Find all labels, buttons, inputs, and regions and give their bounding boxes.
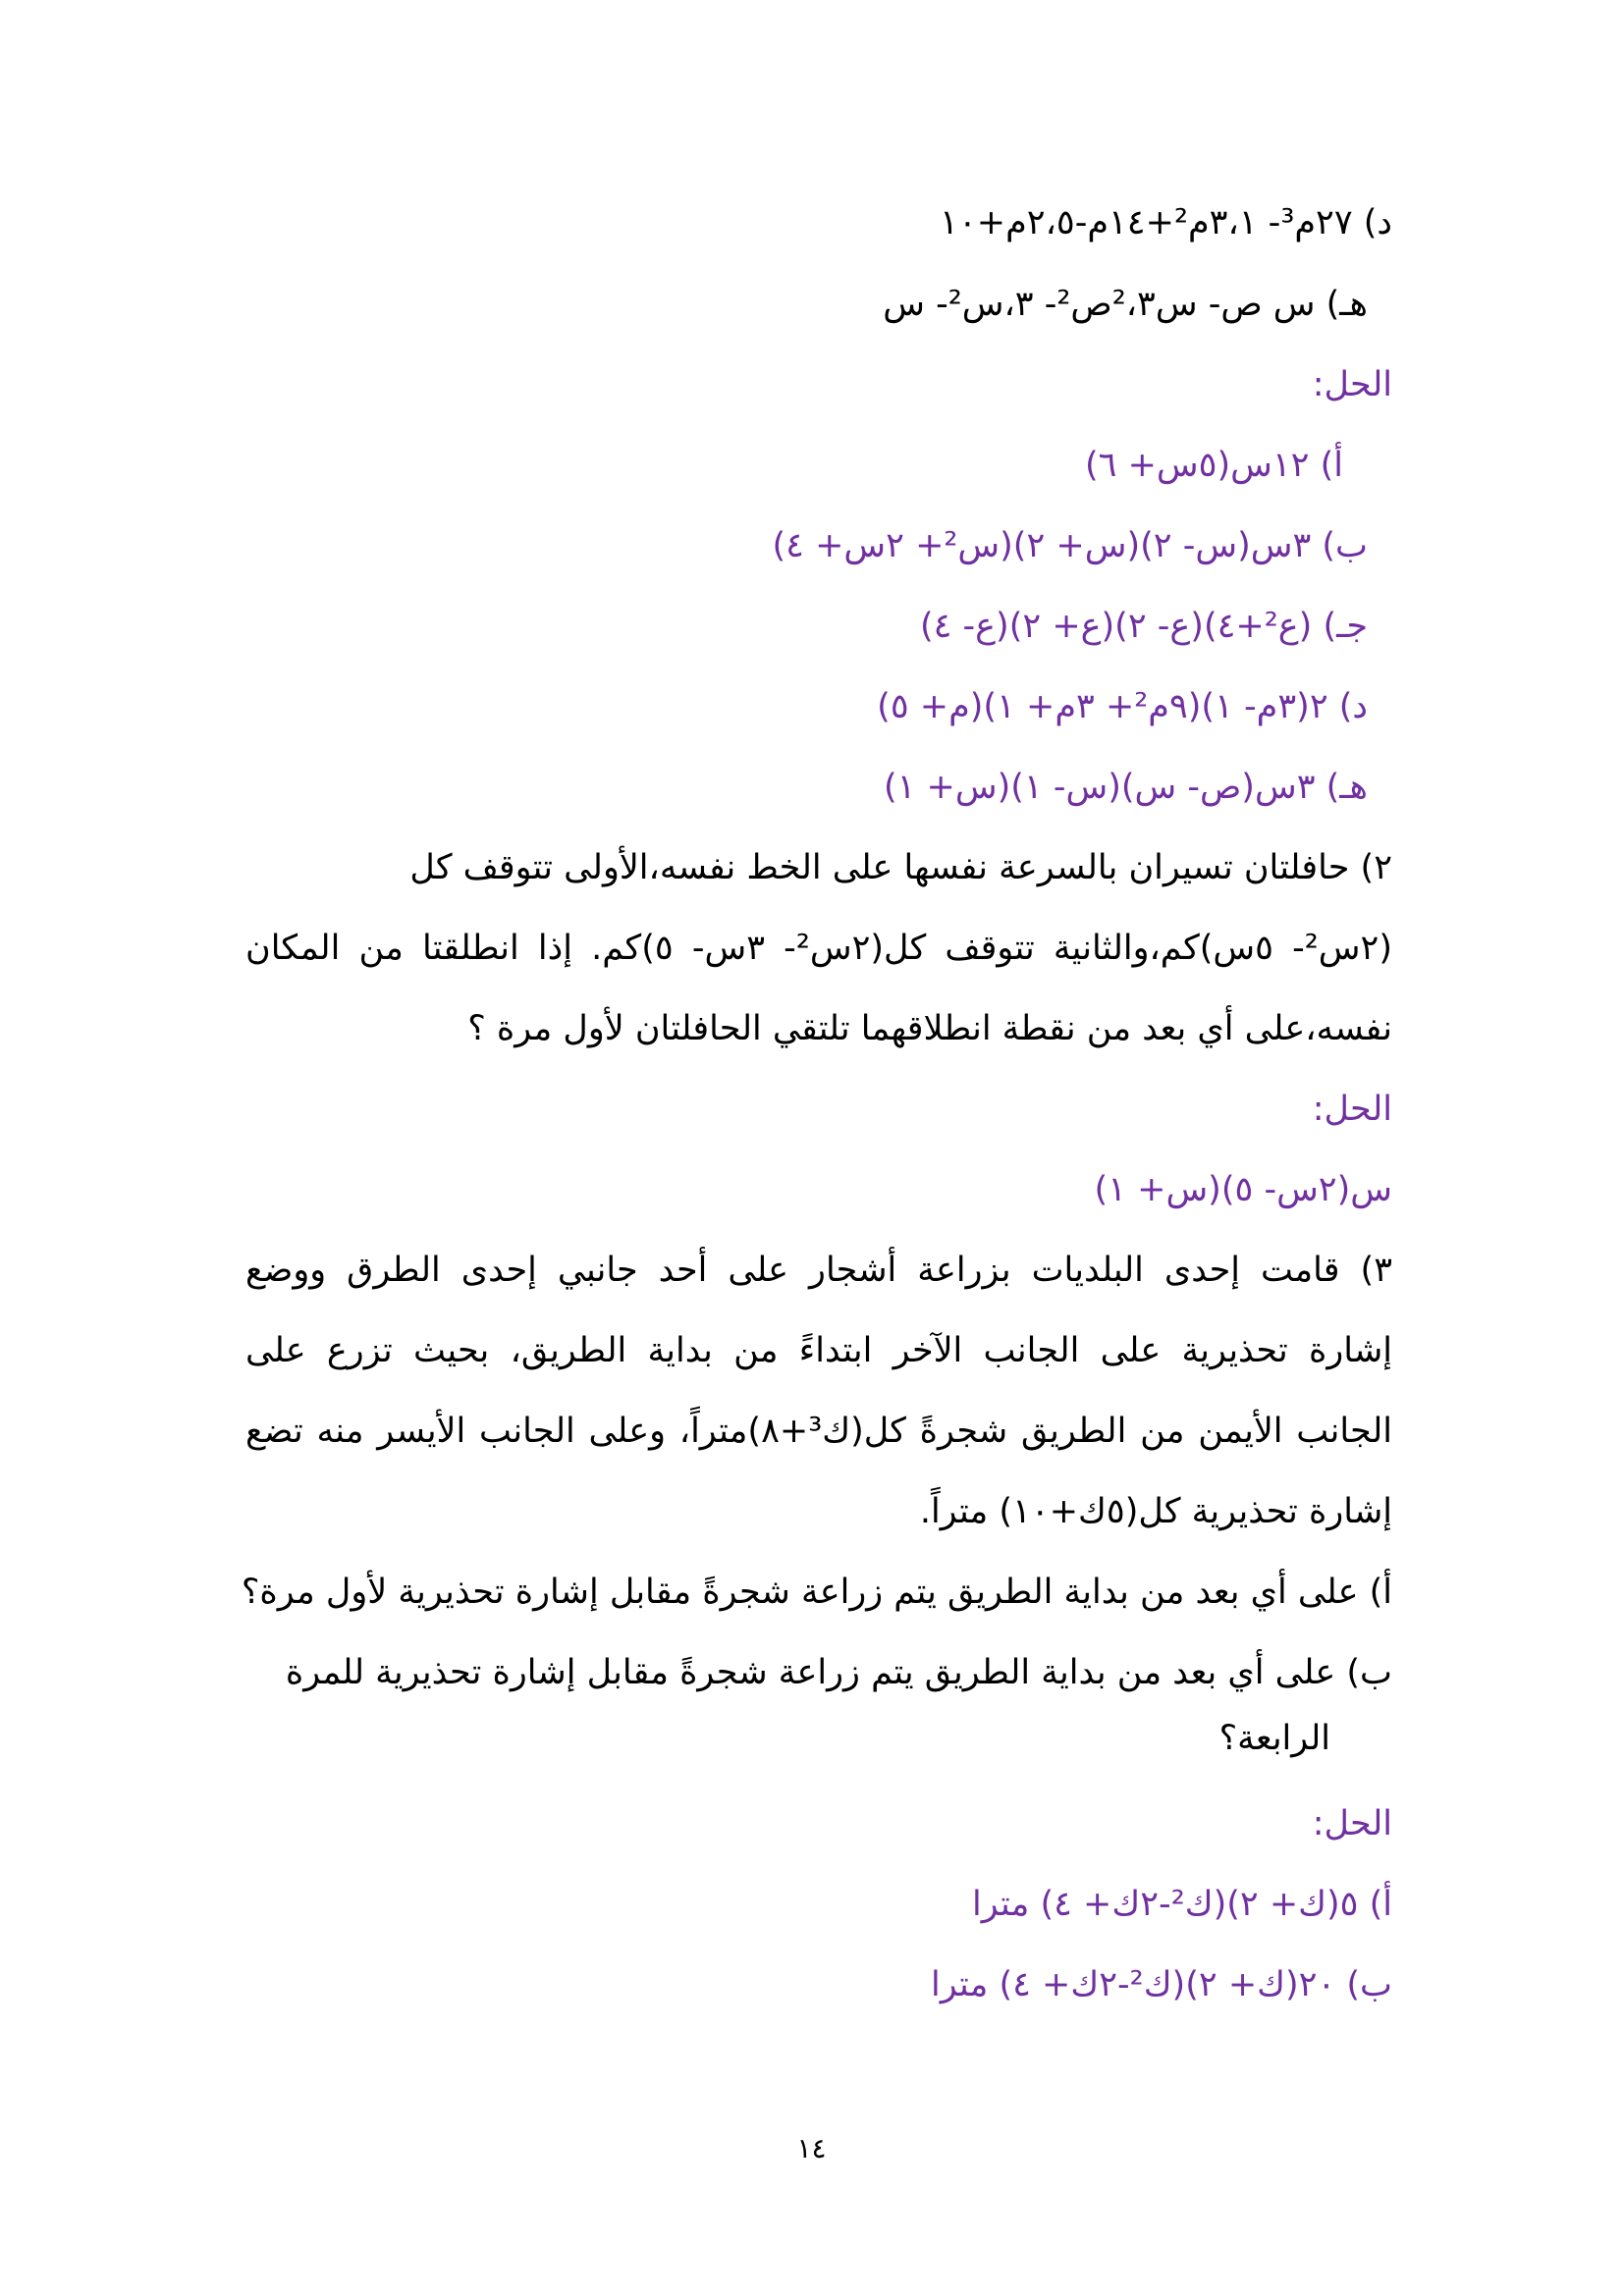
solution-1-j: جـ) (ع²+٤)(ع- ٢)(ع+ ٢)(ع- ٤) <box>919 607 1368 646</box>
solution-3-a: أ) ٥(ك+ ٢)(ك²-٢ك+ ٤) مترا <box>971 1885 1392 1924</box>
question-3-line-2: إشارة تحذيرية على الجانب الآخر ابتداءً من بداية الطريق، بحيث تزرع على <box>245 1331 1392 1370</box>
question-2-line-2: (٢س²- ٥س)كم،والثانية تتوقف كل(٢س²- ٣س- ٥)كم. إذا انطلقتا من المكان <box>245 929 1392 968</box>
question-3-part-a: أ) على أي بعد من بداية الطريق يتم زراعة شجرةً مقابل إشارة تحذيرية لأول مرة؟ <box>241 1573 1392 1612</box>
solution-label: الحل: <box>1312 365 1392 404</box>
solution-3-b: ب) ٢٠(ك+ ٢)(ك²-٢ك+ ٤) مترا <box>930 1965 1392 2004</box>
exercise-1-item-d: د) ٢٧م³- ٣،١م²+١٤م-٢،٥م+١٠ <box>940 203 1392 242</box>
question-3-part-b-line-1: ب) على أي بعد من بداية الطريق يتم زراعة شجرةً مقابل إشارة تحذيرية للمرة <box>285 1653 1392 1692</box>
question-3-line-1: ٣) قامت إحدى البلديات بزراعة أشجار على أحد جانبي إحدى الطرق ووضع <box>245 1251 1392 1290</box>
question-2-line-3: نفسه،على أي بعد من نقطة انطلاقهما تلتقي الحافلتان لأول مرة ؟ <box>467 1009 1392 1048</box>
solution-1-d: د) ٢(٣م- ١)(٩م²+ ٣م+ ١)(م+ ٥) <box>877 687 1368 726</box>
solution-2-answer: س(٢س- ٥)(س+ ١) <box>1094 1170 1392 1209</box>
solution-1-b: ب) ٣س(س- ٢)(س+ ٢)(س²+ ٢س+ ٤) <box>772 526 1368 565</box>
question-3-line-4: إشارة تحذيرية كل(٥ك+١٠) متراً. <box>919 1492 1392 1531</box>
solution-label: الحل: <box>1312 1804 1392 1843</box>
solution-label: الحل: <box>1312 1090 1392 1129</box>
solution-1-a: أ) ١٢س(٥س+ ٦) <box>1085 446 1343 485</box>
question-3-line-3: الجانب الأيمن من الطريق شجرةً كل(ك³+٨)متراً، وعلى الجانب الأيسر منه تضع <box>245 1412 1392 1451</box>
page-number: ١٤ <box>796 2132 827 2164</box>
question-3-part-b-line-2: الرابعة؟ <box>1218 1719 1330 1758</box>
solution-1-h: هـ) ٣س(ص- س)(س- ١)(س+ ١) <box>883 768 1368 807</box>
exercise-1-item-h: هـ) س ص- س²،٣ص²- ٣،س²- س <box>883 285 1368 324</box>
question-2-line-1: ٢) حافلتان تسيران بالسرعة نفسها على الخط نفسه،الأولى تتوقف كل <box>409 848 1392 887</box>
